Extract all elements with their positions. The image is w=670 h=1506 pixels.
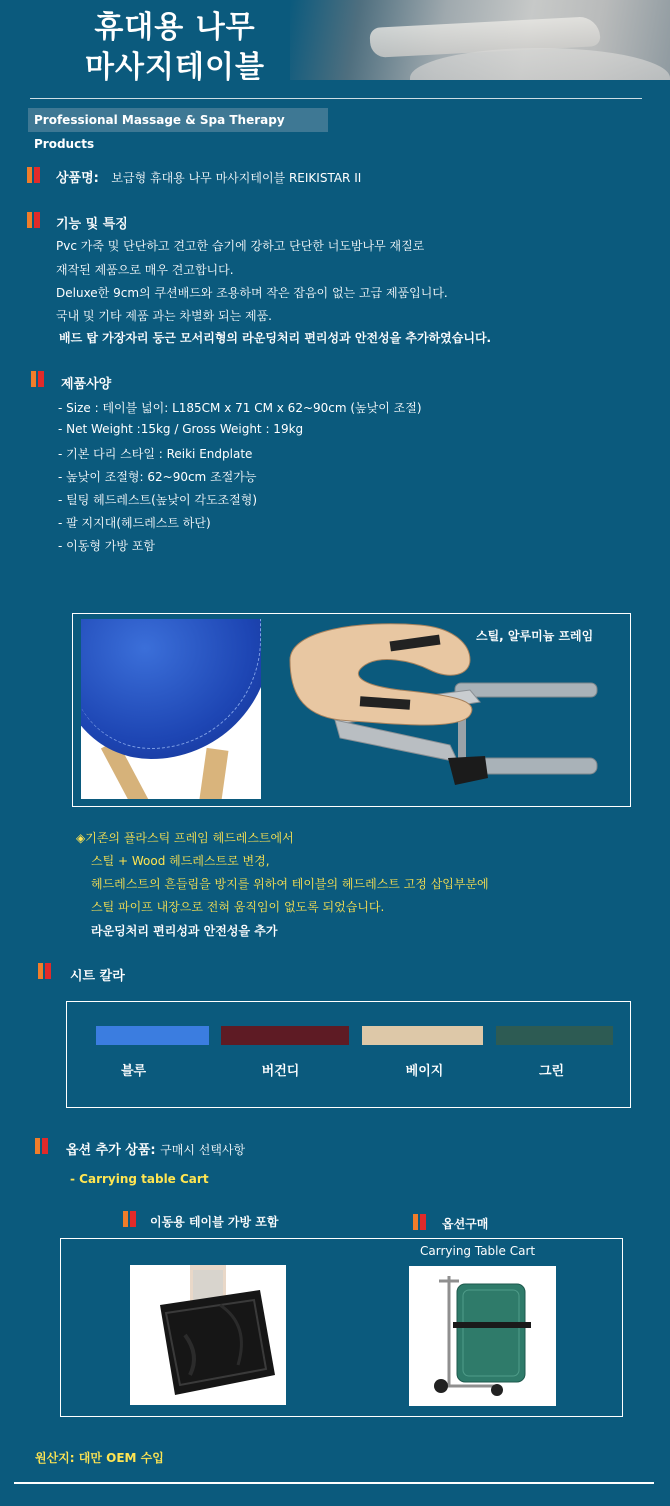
color-label: 그린 [538,1064,565,1079]
color-swatch-burgundy [221,1026,349,1045]
cart-photo [409,1266,556,1406]
origin-text: 원산지: 대만 OEM 수입 [35,1451,164,1465]
frame-label: 스틸, 알루미늄 프레임 [476,629,594,643]
color-swatch-blue [96,1026,209,1045]
header-banner [0,0,670,88]
cushion-photo [81,619,261,799]
footer-divider [14,1482,654,1484]
section-marker-icon [27,167,41,183]
title-line-2: 마사지테이블 [85,50,265,85]
header-divider [30,98,642,99]
spec-line: - Net Weight :15kg / Gross Weight : 19kg [58,422,304,436]
color-swatch-green [496,1026,613,1045]
tagline: Professional Massage & Spa Therapy Products [28,108,328,132]
color-label: 블루 [120,1064,147,1079]
spec-line: - 이동형 가방 포함 [58,539,155,553]
spec-line: - 틸팅 헤드레스트(높낮이 각도조절형) [58,493,258,507]
headrest-frame-photo [280,620,600,795]
spec-line: - 높낮이 조절형: 62~90cm 조절가능 [58,470,257,484]
feature-line: Deluxe한 9cm의 쿠션배드와 조용하며 작은 잡음이 없는 고급 제품입니다. [56,286,448,300]
features-title: 기능 및 특징 [56,217,128,232]
section-marker-icon [35,1138,49,1154]
section-marker-icon [123,1211,137,1227]
cart-option-item: - Carrying table Cart [70,1172,209,1186]
headrest-note: 스틸 파이프 내장으로 전혀 움직임이 없도록 되었습니다. [91,900,385,914]
bag-title: 이동용 테이블 가방 포함 [150,1215,279,1229]
seat-color-title: 시트 칼라 [70,969,125,984]
feature-line: 국내 및 기타 제품 과는 차별화 되는 제품. [56,309,272,323]
section-marker-icon [38,963,52,979]
color-swatch-panel [66,1001,631,1108]
options-row [66,1139,245,1158]
feature-line: 재작된 제품으로 매우 견고합니다. [56,263,234,277]
massage-photo [290,0,670,80]
headrest-note: 라운딩처리 편리성과 안전성을 추가 [91,924,278,938]
page-title [60,8,290,88]
color-label: 베이지 [405,1064,444,1079]
title-line-1: 휴대용 나무 [94,10,256,45]
section-marker-icon [31,371,45,387]
spec-line: - Size : 테이블 넓이: L185CM x 71 CM x 62~90cm (높낮이 조절) [58,401,422,415]
headrest-note: 스틸 + Wood 헤드레스트로 변경, [91,854,270,868]
product-name-row [56,167,361,186]
section-marker-icon [413,1214,427,1230]
spec-line: - 팔 지지대(헤드레스트 하단) [58,516,211,530]
feature-line: 배드 탑 가장자리 둥근 모서리형의 라운딩처리 편리성과 안전성을 추가하였습니다. [59,331,492,345]
spec-line: - 기본 다리 스타일 : Reiki Endplate [58,447,253,461]
carrying-bag-photo [130,1265,286,1405]
purchase-title: 옵션구매 [442,1217,489,1231]
options-title: 옵션 추가 상품: [66,1143,156,1158]
options-subtitle: 구매시 선택사항 [160,1143,246,1157]
color-swatch-beige [362,1026,483,1045]
headrest-note: 헤드레스트의 흔들림을 방지를 위하여 테이블의 헤드레스트 고정 삽입부분에 [91,877,489,891]
specs-title: 제품사양 [61,377,112,392]
cart-caption: Carrying Table Cart [420,1244,536,1258]
product-label: 상품명: [56,171,99,186]
section-marker-icon [27,212,41,228]
product-name: 보급형 휴대용 나무 마사지테이블 REIKISTAR II [111,171,362,185]
feature-line: Pvc 가죽 및 단단하고 견고한 습기에 강하고 단단한 너도밤나무 재질로 [56,239,425,253]
headrest-note: ◈기존의 플라스틱 프레임 헤드레스트에서 [76,831,294,845]
color-label: 버건디 [261,1064,300,1079]
